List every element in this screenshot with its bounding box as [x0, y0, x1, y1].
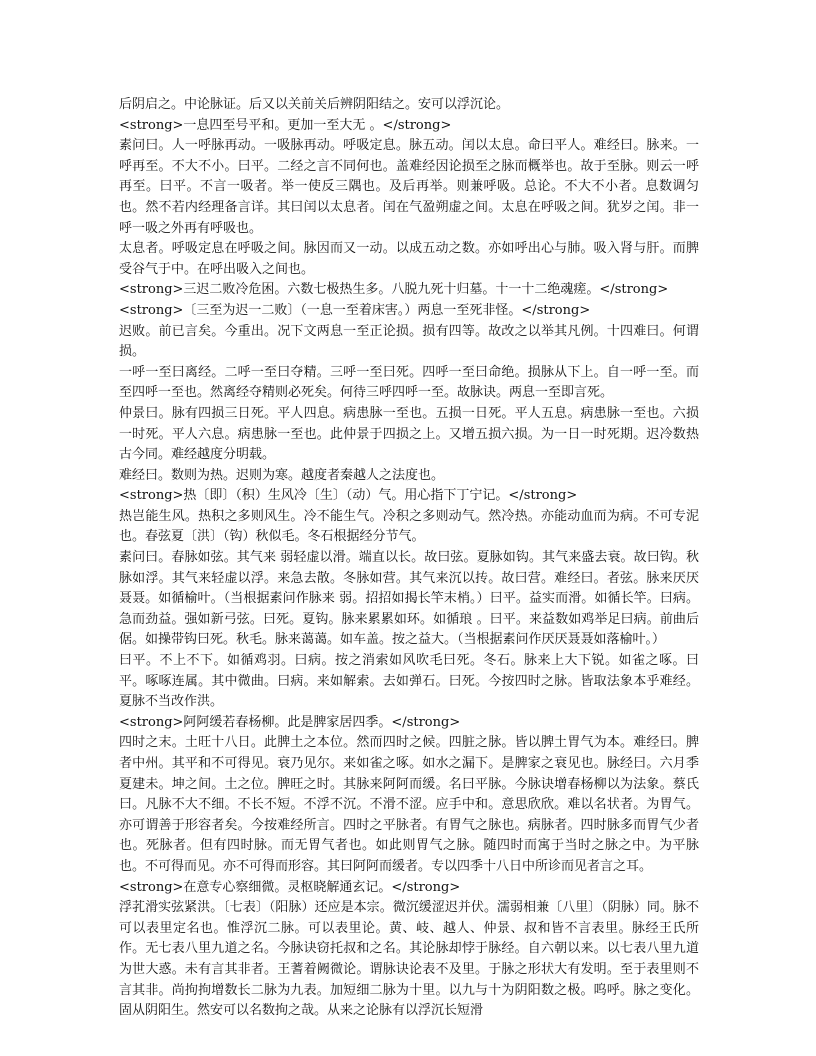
- verse-line: <strong>热〔即〕（积）生风冷〔生〕（动）气。用心指下丁宁记。</strong>: [119, 488, 578, 504]
- verse-line: <strong>一息四至号平和。更加一至大无 。</strong>: [119, 117, 452, 133]
- body-paragraph: 一呼一至曰离经。二呼一至曰夺精。三呼一至曰死。四呼一至曰命绝。损脉从下上。自一呼一至。而至四呼一至也。然离经夺精则必死矣。何待三呼四呼一至。故脉诀。两息一至即言死。: [119, 364, 699, 401]
- verse-line: <strong>阿阿缓若春杨柳。此是脾家居四季。</strong>: [119, 714, 461, 730]
- body-paragraph: 曰平。不上不下。如循鸡羽。曰病。按之消索如风吹毛曰死。冬石。脉来上大下锐。如雀之啄。曰平。啄啄连属。其中微曲。曰病。来如解索。去如弹石。曰死。今按四时之脉。皆取法象本乎难经。夏脉不当改作洪。: [119, 653, 699, 710]
- verse-line: <strong>〔三至为迟一二败〕（一息一至着床害。）两息一至死非怪。</strong>: [119, 302, 591, 318]
- body-paragraph: 热岂能生风。热积之多则风生。冷不能生气。冷积之多则动气。然冷热。亦能动血而为病。不可专泥也。春弦夏〔洪〕（钩）秋似毛。冬石根据经分节气。: [119, 508, 699, 545]
- body-paragraph: 后阴启之。中论脉证。后又以关前关后辨阴阳结之。安可以浮沉论。: [119, 97, 510, 112]
- body-paragraph: 仲景曰。脉有四损三日死。平人四息。病患脉一至也。五损一日死。平人五息。病患脉一至也。六损一时死。平人六息。病患脉一至也。此仲景于四损之上。又增五损六损。为一日一时死期。迟冷数热古今同。难经越度分明载。: [119, 405, 699, 463]
- body-paragraph: 太息者。呼吸定息在呼吸之间。脉因而又一动。以成五动之数。亦如呼出心与肺。吸入肾与肝。而脾受谷气于中。在呼出吸入之间也。: [119, 241, 699, 277]
- verse-line: <strong>在意专心察细微。灵枢晓解通玄记。</strong>: [119, 879, 461, 895]
- verse-line: <strong>三迟二败冷危困。六数七极热生多。八脱九死十归墓。十一十二绝魂瘥。</strong>: [119, 282, 669, 298]
- document-page: [119, 95, 699, 1022]
- body-paragraph: 四时之末。土旺十八日。此脾土之本位。然而四时之候。四脏之脉。皆以脾土胃气为本。难经曰。脾者中州。其平和不可得见。衰乃见尔。来如雀之啄。如水之漏下。是脾家之衰见也。脉经曰。六月季夏建未。坤之间。土之位。脾旺之时。其脉来阿阿而缓。名曰平脉。今脉诀增春杨柳以为法象。蔡氏曰。凡脉不大不细。不长不短。不浮不沉。不滑不涩。应手中和。意思欣欣。难以名状者。为胃气。亦可谓善于形容者矣。今按难经所言。四时之平脉者。有胃气之脉也。病脉者。四时脉多而胃气少者也。死脉者。但有四时脉。而无胃气者也。如此则胃气之脉。随四时而寓于当时之脉之中。为平脉也。不可得而见。亦不可得而形容。其曰阿阿而缓者。专以四季十八日中所诊而见者言之耳。: [119, 735, 699, 874]
- body-paragraph: 迟败。前已言矣。今重出。况下文两息一至正论损。损有四等。故改之以举其凡例。十四难曰。何谓损。: [119, 323, 699, 360]
- body-paragraph: 素问曰。春脉如弦。其气来 弱轻虚以滑。端直以长。故曰弦。夏脉如钩。其气来盛去衰。故曰钩。秋脉如浮。其气来轻虚以浮。来急去散。冬脉如营。其气来沉以抟。故曰营。难经曰。者弦。脉来厌厌聂聂。如循榆叶。（当根据素问作脉来 弱。招招如揭长竿末梢。）曰平。益实而滑。如循长竿。曰病。急而劲益。强如新弓弦。曰死。夏钩。脉来累累如环。如循琅 。曰平。来益数如鸡举足曰病。前曲后倨。如操带钩曰死。秋毛。脉来蔼蔼。如车盖。按之益大。（当根据素问作厌厌聂聂如落榆叶。）: [119, 550, 699, 648]
- body-paragraph: 浮芤滑实弦紧洪。〔七表〕（阳脉）还应是本宗。微沉缓涩迟并伏。濡弱相兼〔八里〕（阴脉）同。脉不可以表里定名也。惟浮沉二脉。可以表里论。黄、岐、越人、仲景、叔和皆不言表里。脉经王氏所作。无七表八里九道之名。今脉诀窃托叔和之名。其论脉却悖于脉经。自六朝以来。以七表八里九道为世大惑。未有言其非者。王蓍着阙微论。谓脉诀论表不及里。于脉之形状大有发明。至于表里则不言其非。尚拘拘增数长二脉为九表。加短细二脉为十里。以九与十为阴阳数之极。呜呼。脉之变化。固从阴阳生。然安可以名数拘之哉。从来之论脉有以浮沉长短滑: [119, 900, 699, 1019]
- body-paragraph: 素问曰。人一呼脉再动。一吸脉再动。呼吸定息。脉五动。闰以太息。命曰平人。难经曰。脉来。一呼再至。不大不小。曰平。二经之言不同何也。盖难经因论损至之脉而概举也。故于至脉。则云一呼再至。曰平。不言一吸者。举一使反三隅也。及后再举。则兼呼吸。总论。不大不小者。息数调匀也。然不若内经理备言详。其曰闰以太息者。闰在气盈朔虚之间。太息在呼吸之间。犹岁之闰。非一呼一吸之外再有呼吸也。: [119, 138, 699, 236]
- body-paragraph: 难经曰。数则为热。迟则为寒。越度者秦越人之法度也。: [119, 467, 445, 483]
